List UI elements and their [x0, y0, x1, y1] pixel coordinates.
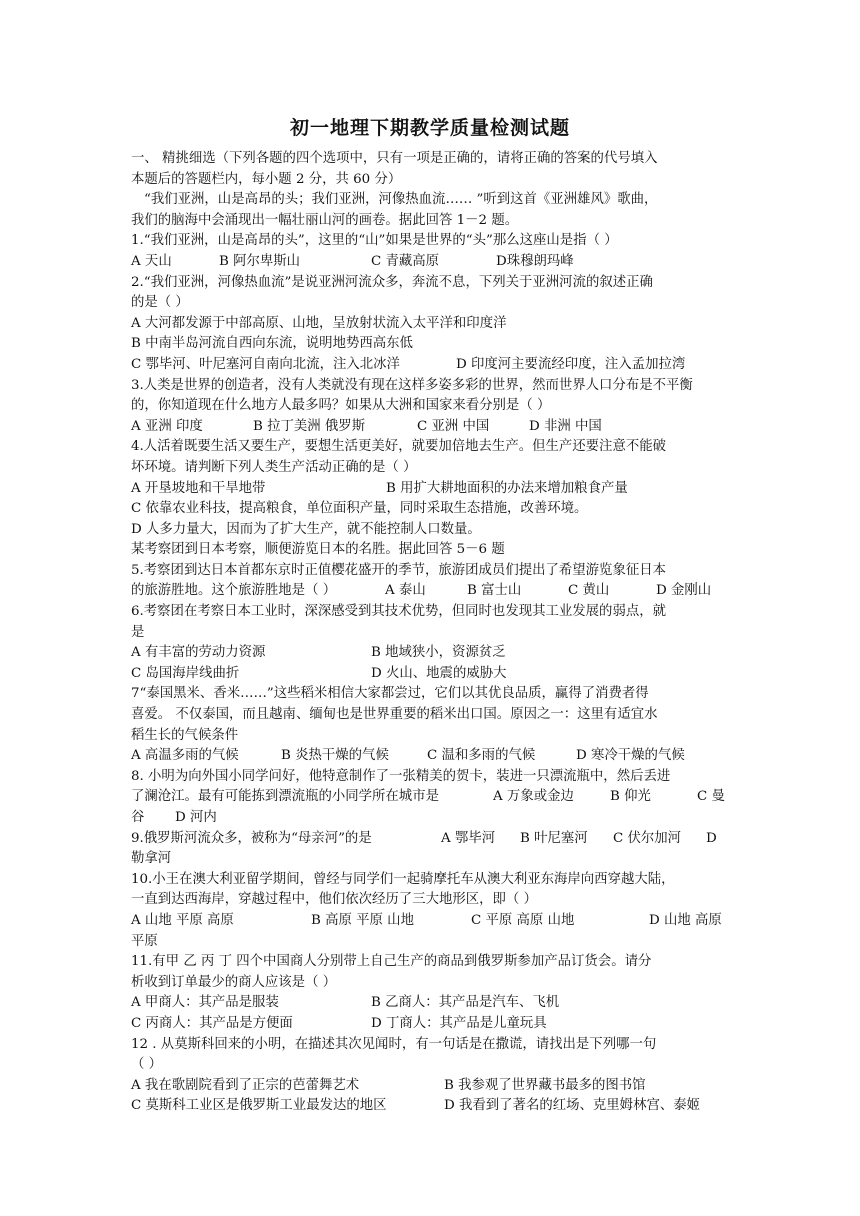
question-12-options-ab — [131, 1076, 737, 1097]
question-7-stem-line-3: 稻生长的气候条件 — [131, 727, 239, 743]
q8-option-d: D 河内 — [175, 810, 217, 825]
q5-option-c: C 黄山 — [568, 583, 610, 599]
question-11-stem-line-2: 析收到订单最少的商人应该是（ ） — [131, 974, 337, 990]
question-12-stem-line-1: 12 . 从莫斯科回来的小明，在描述其次见闻时，有一句话是在撒谎，请找出是下列哪一句 — [131, 1036, 657, 1052]
passage-intro-5-6: 某考察团到日本考察，顺便游览日本的名胜。据此回答 5－6 题 — [131, 542, 505, 558]
q3-option-b: B 拉丁美洲 俄罗斯 — [253, 418, 366, 434]
q7-option-d: D 寒冷干燥的气候 — [576, 748, 685, 764]
q6-option-b: B 地域狭小，资源贫乏 — [371, 645, 506, 661]
q10-option-d: D 山地 高原 — [649, 912, 722, 928]
q10-option-d-wrap: 平原 — [131, 933, 158, 949]
q9-option-d: D — [706, 830, 717, 846]
question-10-stem-line-1: 10.小王在澳大利亚留学期间，曾经与同学们一起骑摩托车从澳大利亚东海岸向西穿越大陆， — [131, 871, 675, 887]
question-10-options — [131, 911, 737, 932]
q2-option-b: B 中南半岛河流自西向东流，说明地势西高东低 — [131, 336, 413, 352]
question-5-stem-line-2 — [131, 581, 737, 602]
question-4-stem-line-1: 4.人活着既要生活又要生产，要想生活更美好，就要加倍地去生产。但生产还要注意不能破 — [131, 439, 667, 455]
q11-option-b: B 乙商人：其产品是汽车、飞机 — [371, 995, 560, 1011]
q4-option-d: D 人多力量大，因而为了扩大生产，就不能控制人口数量。 — [131, 521, 481, 537]
q9-stem-text: 9.俄罗斯河流众多，被称为“母亲河”的是 — [131, 830, 372, 846]
question-6-stem-line-2: 是 — [131, 624, 145, 640]
question-11-options-cd — [131, 1014, 737, 1035]
q6-option-a: A 有丰富的劳动力资源 — [131, 645, 266, 661]
q10-option-c: C 平原 高原 山地 — [471, 912, 575, 928]
q10-option-a: A 山地 平原 高原 — [131, 912, 234, 928]
exam-body — [131, 149, 737, 1117]
question-7-stem-line-1: 7“泰国黑米、香米……”这些稻米相信大家都尝过，它们以其优良品质，赢得了消费者得 — [131, 686, 649, 702]
question-1-options — [131, 252, 737, 273]
question-2-stem-line-1: 2.“我们亚洲，河像热血流”是说亚洲河流众多，奔流不息，下列关于亚洲河流的叙述正确 — [131, 274, 653, 290]
question-3-stem-line-2: 的，你知道现在什么地方人最多吗？如果从大洲和国家来看分别是（ ） — [131, 398, 551, 414]
q9-option-d-wrap: 勒拿河 — [131, 851, 172, 867]
q8-option-a: A 万象或金边 — [493, 789, 574, 805]
q6-option-c: C 岛国海岸线曲折 — [131, 665, 240, 681]
q4-option-b: B 用扩大耕地面积的办法来增加粮食产量 — [386, 480, 628, 496]
q11-option-d: D 丁商人：其产品是儿童玩具 — [371, 1015, 547, 1031]
question-11-options-ab — [131, 993, 737, 1014]
q2-option-c: C 鄂毕河、叶尼塞河自南向北流，注入北冰洋 — [131, 356, 400, 372]
q1-option-a: A 天山 — [131, 253, 172, 269]
question-3-stem-line-1: 3.人类是世界的创造者，没有人类就没有现在这样多姿多彩的世界，然而世界人口分布是不平衡 — [131, 377, 693, 393]
q9-option-c: C 伏尔加河 — [613, 830, 682, 846]
question-8-options-wrap — [131, 808, 737, 829]
question-7-options — [131, 746, 737, 767]
q8-option-c-wrap: 谷 — [131, 810, 145, 825]
passage-intro-line-1: “我们亚洲，山是高昂的头；我们亚洲，河像热血流…… ”听到这首《亚洲雄风》歌曲， — [144, 192, 658, 208]
q4-option-a: A 开垦坡地和干旱地带 — [131, 480, 266, 496]
question-12-options-cd — [131, 1096, 737, 1117]
q12-option-a: A 我在歌剧院看到了正宗的芭蕾舞艺术 — [131, 1077, 360, 1093]
q7-option-b: B 炎热干燥的气候 — [281, 748, 389, 764]
q2-option-a: A 大河都发源于中部高原、山地，呈放射状流入太平洋和印度洋 — [131, 315, 507, 331]
q3-option-a: A 亚洲 印度 — [131, 418, 203, 434]
question-8-stem-line-2 — [131, 787, 737, 808]
q10-option-b: B 高原 平原 山地 — [311, 912, 414, 928]
q11-option-c: C 丙商人：其产品是方便面 — [131, 1015, 293, 1031]
question-2-stem-line-2: 的是（ ） — [131, 295, 189, 311]
q9-option-a: A 鄂毕河 — [441, 830, 496, 846]
q6-option-d: D 火山、地震的威胁大 — [371, 665, 507, 681]
q3-option-d: D 非洲 中国 — [529, 418, 602, 434]
q8-option-b: B 仰光 — [610, 789, 651, 805]
page-title: 初一地理下期教学质量检测试题 — [289, 117, 570, 139]
q9-option-b: B 叶尼塞河 — [520, 830, 588, 846]
q5-stem-line-2-text: 的旅游胜地。这个旅游胜地是（ ） — [131, 583, 337, 599]
section-heading-line-1: 一、 精挑细选（下列各题的四个选项中，只有一项是正确的，请将正确的答案的代号填入 — [131, 151, 658, 166]
question-6-stem-line-1: 6.考察团在考察日本工业时，深深感受到其技术优势，但同时也发现其工业发展的弱点，就 — [131, 604, 667, 620]
question-2-options-cd — [131, 355, 737, 376]
q1-option-b: B 阿尔卑斯山 — [219, 253, 301, 269]
question-6-options-ab — [131, 643, 737, 664]
q1-option-d: D珠穆朗玛峰 — [496, 253, 574, 269]
question-9-stem — [131, 829, 737, 850]
q12-option-c: C 莫斯科工业区是俄罗斯工业最发达的地区 — [131, 1098, 387, 1114]
question-12-stem-line-2: （ ） — [131, 1057, 163, 1073]
q5-option-b: B 富士山 — [467, 583, 522, 599]
passage-intro-line-2: 我们的脑海中会涌现出一幅壮丽山河的画卷。据此回答 1－2 题。 — [131, 212, 519, 228]
question-10-stem-line-2: 一直到达西海岸，穿越过程中，他们依次经历了三大地形区，即（ ） — [131, 892, 537, 908]
question-4-stem-line-2: 坏环境。请判断下列人类生产活动正确的是（ ） — [131, 459, 417, 475]
q12-option-b: B 我参观了世界藏书最多的图书馆 — [444, 1077, 646, 1093]
q11-option-a: A 甲商人：其产品是服装 — [131, 995, 279, 1011]
q7-option-c: C 温和多雨的气候 — [427, 748, 536, 764]
q8-stem-line-2-text: 了澜沧江。最有可能拣到漂流瓶的小同学所在城市是 — [131, 789, 439, 805]
question-5-stem-line-1: 5.考察团到达日本首都东京时正值樱花盛开的季节，旅游团成员们提出了希望游览象征日本 — [131, 562, 667, 578]
q5-option-d: D 金刚山 — [656, 583, 712, 599]
q2-option-d: D 印度河主要流经印度，注入孟加拉湾 — [456, 356, 686, 372]
q5-option-a: A 泰山 — [385, 583, 426, 599]
question-6-options-cd — [131, 664, 737, 685]
q8-option-c: C 曼 — [697, 789, 725, 805]
q7-option-a: A 高温多雨的气候 — [131, 748, 239, 764]
q1-option-c: C 青藏高原 — [371, 253, 440, 269]
question-11-stem-line-1: 11.有甲 乙 丙 丁 四个中国商人分别带上自己生产的商品到俄罗斯参加产品订货会。请分 — [131, 954, 652, 970]
question-8-stem-line-1: 8. 小明为向外国小同学问好，他特意制作了一张精美的贺卡，装进一只漂流瓶中，然后丢进 — [131, 768, 671, 784]
q12-option-d: D 我看到了著名的红场、克里姆林宫、泰姬 — [444, 1098, 701, 1114]
q3-option-c: C 亚洲 中国 — [417, 418, 490, 434]
question-1-stem: 1.“我们亚洲，山是高昂的头”，这里的“山”如果是世界的“头”那么这座山是指（ ） — [131, 233, 618, 249]
question-3-options — [131, 417, 737, 438]
question-7-stem-line-2: 喜爱。 不仅泰国，而且越南、缅甸也是世界重要的稻米出口国。原因之一：这里有适宜水 — [131, 707, 658, 723]
question-4-options-ab — [131, 479, 737, 500]
section-heading-line-2: 本题后的答题栏内，每小题 2 分，共 60 分） — [131, 171, 402, 187]
q4-option-c: C 依靠农业科技，提高粮食，单位面积产量，同时采取生态措施，改善环境。 — [131, 501, 588, 517]
